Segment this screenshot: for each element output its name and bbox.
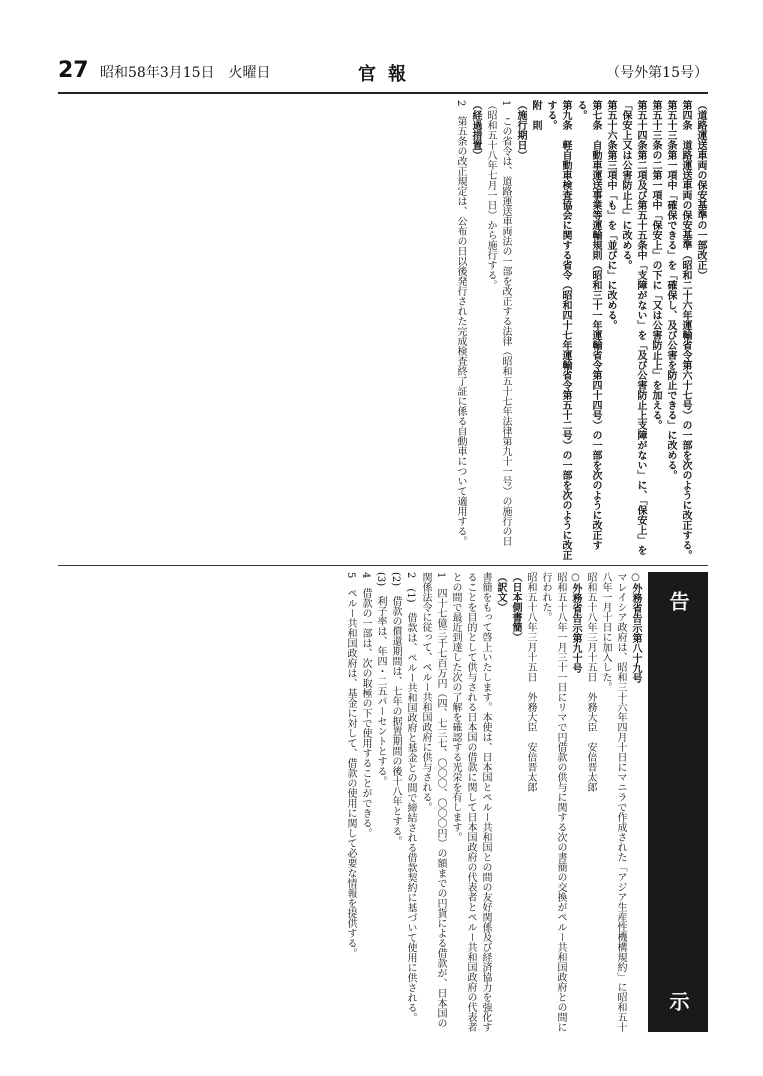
header-rule xyxy=(58,92,708,94)
upper-section xyxy=(58,100,708,560)
lower-line: 5 ペルー共和国政府は、基金に対して、借款の使用に関して必要な情報を提供する。 xyxy=(345,572,356,959)
lower-section xyxy=(58,572,643,1032)
issue-number: （号外第15号） xyxy=(606,65,708,81)
lower-line: ○外務省告示第八十九号 xyxy=(630,572,641,683)
lower-line: (3) 利子率は、年四・二五パーセントとする。 xyxy=(375,572,386,787)
lower-line: 昭和五十八年三月十五日 外務大臣 安倍晋太郎 xyxy=(525,572,536,792)
lower-line: 1 四十七億三千七百万円（四、七三七、〇〇〇、〇〇〇円）の額までの円貨による借款が、日本国の関係法令に従って、ペルー共和国政府に供与される。 xyxy=(420,572,446,1029)
notice-label-top: 告 xyxy=(666,591,690,613)
upper-line: 第五十四条第二項及び第五十五条中「支障がない」を「及び公害防止上支障がない」に、「保安上」を「保安上又は公害防止上」に改める。 xyxy=(620,100,646,555)
notice-sideband xyxy=(648,572,708,1032)
upper-line: 第五十三条の二第一項中「保安上」の下に「又は公害防止上」を加える。 xyxy=(650,100,661,430)
upper-line: （施行期日） xyxy=(515,100,526,160)
lower-line: 昭和五十八年三月十五日 外務大臣 安倍晋太郎 xyxy=(585,572,596,792)
lower-line: 昭和五十八年一月三十一日にリマで円借款の供与に関する次の書簡の交換がペルー共和国政府との間に行われた。 xyxy=(540,572,566,1032)
upper-line: 附 則 xyxy=(530,100,541,130)
upper-line: （道路運送車両の保安基準の一部改正） xyxy=(695,100,706,280)
lower-vertical-text xyxy=(58,572,643,1032)
notice-label-bottom: 示 xyxy=(666,991,690,1013)
upper-line: 1 この省令は、道路運送車両法の一部を改正する法律（昭和五十七年法律第九十一号）の施行の日（昭和五十八年七月一日）から施行する。 xyxy=(485,100,511,547)
upper-line: （経過措置） xyxy=(470,100,481,160)
lower-line: ○外務省告示第九十号 xyxy=(570,572,581,673)
lower-line: （日本側書簡） xyxy=(510,572,521,642)
upper-line: 第七条 自動車運送事業等運輸規則（昭和三十一年運輸省令第四十四号）の一部を次のように改正する。 xyxy=(575,100,601,550)
lower-line: 2 (1) 借款は、ペルー共和国政府と基金との間で締結される借款契約に基づいて使用に供される。 xyxy=(405,572,416,1023)
upper-line: 第五十三条第一項中「確保できる」を「確保し、及び公害を防止できる」に改める。 xyxy=(665,100,676,480)
lower-line: 書簡をもって啓上いたします。本使は、日本国とペルー共和国との間の友好関係及び経済協力を強化することを目的として供与される日本国の借款に関して日本国政府の代表者とペルー共和国政府の代表者との間で最近到達した次の了解を確認する光栄を有します。 xyxy=(450,572,491,1032)
page-number: 27 xyxy=(58,58,89,83)
upper-line: 第九条 軽自動車検査協会に関する省令（昭和四十七年運輸省令第五十二号）の一部を次のように改正する。 xyxy=(545,100,571,560)
page-header xyxy=(58,58,708,92)
upper-line: 第五十六条第三項中「も」を「並びに」に改める。 xyxy=(605,100,616,330)
upper-line: 第四条 道路運送車両の保安基準（昭和二十六年運輸省令第六十七号）の一部を次のように改正する。 xyxy=(680,100,691,560)
upper-vertical-text xyxy=(58,100,708,560)
lower-line: マレイシア政府は、昭和三十六年四月十日にマニラで作成された「アジア生産性機構規約」に昭和五十八年一月十日に加入した。 xyxy=(600,572,626,1032)
gazette-title: 官報 xyxy=(358,64,418,85)
lower-line: 4 借款の一部は、次の取極の下で使用することができる。 xyxy=(360,572,371,839)
lower-line: (2) 借款の償還期間は、七年の据置期間の後十八年とする。 xyxy=(390,572,401,847)
section-divider xyxy=(58,565,708,566)
issue-date: 昭和58年3月15日 火曜日 xyxy=(100,65,271,81)
upper-line: 2 第五条の改正規定は、公布の日以後発行された完成検査終了証に係る自動車について適用する。 xyxy=(455,100,466,547)
lower-line: （訳文） xyxy=(495,572,506,612)
